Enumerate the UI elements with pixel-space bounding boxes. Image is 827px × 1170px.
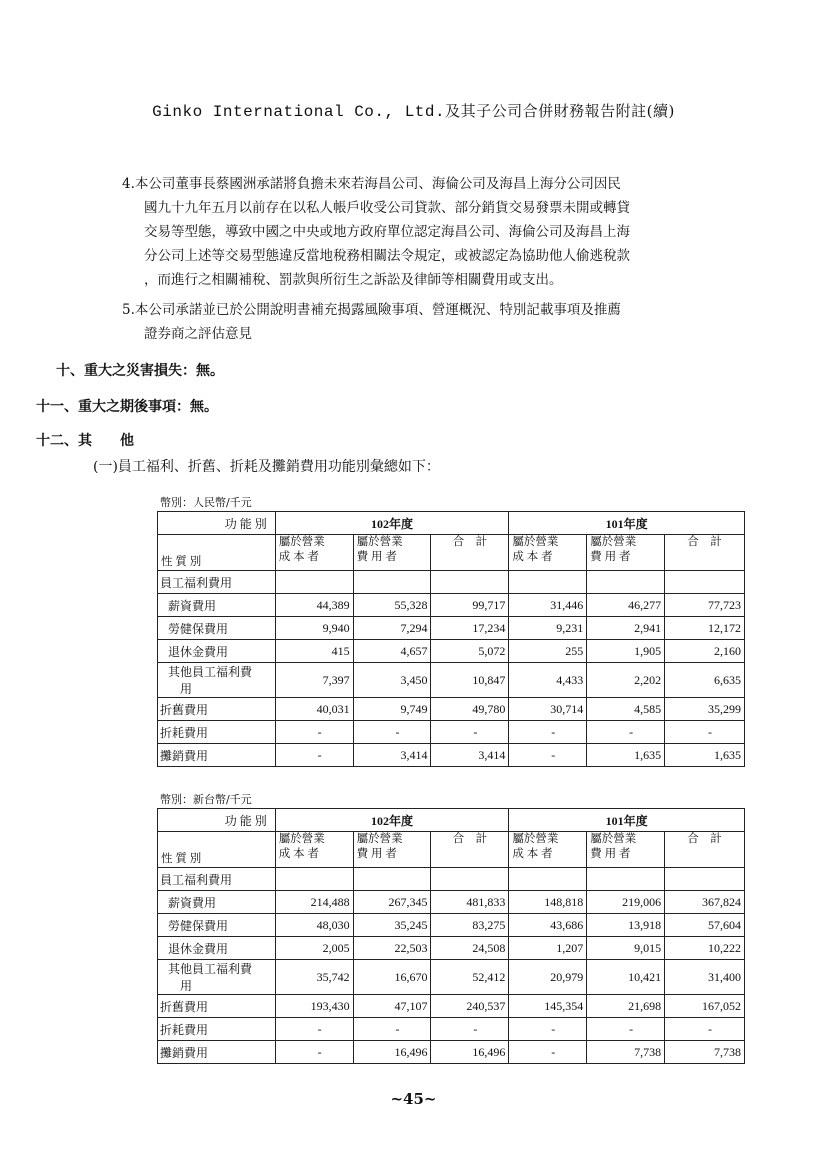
row-label-text: 其他員工福利費 <box>168 665 253 679</box>
row-label-text: 其他員工福利費 <box>168 962 253 976</box>
header-cost <box>275 535 353 571</box>
table-cell: 16,496 <box>431 1041 509 1064</box>
row-label-text: 勞健保費用 <box>168 918 229 933</box>
currency-label-twd: 幣別：新台幣/千元 <box>160 793 252 806</box>
header-cost-line1: 屬於營業 <box>278 833 325 845</box>
section-11: 十一、重大之期後事項：無。 <box>36 399 218 415</box>
table-cell: 9,940 <box>275 617 353 640</box>
table-cell: - <box>665 1018 745 1041</box>
row-label-text: 勞健保費用 <box>168 621 229 636</box>
item-5 <box>122 298 752 346</box>
table-cell: 31,400 <box>665 960 745 995</box>
table-cell: - <box>353 721 431 744</box>
table-cell: 4,433 <box>509 663 587 698</box>
table-cell: 219,006 <box>587 891 665 914</box>
header-expense-line1: 屬於營業 <box>356 536 403 548</box>
table-cell: - <box>509 721 587 744</box>
header-year-102: 102年度 <box>275 512 509 535</box>
item4-line: 分公司上述等交易型態違反當地稅務相關法令規定，或被認定為協助他人偷逃稅款 <box>144 248 630 264</box>
row-label-text: 員工福利費用 <box>160 872 233 887</box>
row-label-text: 折耗費用 <box>160 1022 209 1037</box>
table-cell <box>587 868 665 891</box>
header-expense-line2: 費 用 者 <box>356 848 397 860</box>
table-cell: 5,072 <box>431 640 509 663</box>
header-cost-line1: 屬於營業 <box>512 833 559 845</box>
header-cost <box>275 832 353 868</box>
table-row <box>158 960 745 995</box>
table-cell: - <box>353 1018 431 1041</box>
table-cell: 3,414 <box>431 744 509 767</box>
table-cell <box>587 571 665 594</box>
expense-table-rmb <box>157 511 745 767</box>
header-total: 合 計 <box>665 832 745 868</box>
table-cell: 415 <box>275 640 353 663</box>
row-label-text: 攤銷費用 <box>160 1045 209 1060</box>
header-total: 合 計 <box>665 535 745 571</box>
row-label-text: 折舊費用 <box>160 999 209 1014</box>
table-body-twd <box>158 868 745 1064</box>
company-name-en: Ginko International Co., Ltd. <box>152 103 446 121</box>
table-cell: 7,738 <box>665 1041 745 1064</box>
row-label <box>158 617 276 640</box>
table-cell: 46,277 <box>587 594 665 617</box>
table-cell: 77,723 <box>665 594 745 617</box>
table-cell <box>275 868 353 891</box>
expense-table-twd <box>157 808 745 1064</box>
table-row <box>158 744 745 767</box>
table-cell: 16,496 <box>353 1041 431 1064</box>
table-cell: 48,030 <box>275 914 353 937</box>
table-cell: 145,354 <box>509 995 587 1018</box>
table-cell <box>353 868 431 891</box>
table-cell: 49,780 <box>431 698 509 721</box>
header-year-101: 101年度 <box>509 809 745 832</box>
header-cost <box>509 535 587 571</box>
row-label <box>158 640 276 663</box>
table-cell: 55,328 <box>353 594 431 617</box>
header-year-102: 102年度 <box>275 809 509 832</box>
section-12-1: (一)員工福利、折舊、折耗及攤銷費用功能別彙總如下： <box>93 459 440 475</box>
header-cost-line2: 成 本 者 <box>512 551 553 563</box>
item5-line: 5.本公司承諾並已於公開說明書補充揭露風險事項、營運概況、特別記載事項及推薦 <box>122 302 621 318</box>
row-label <box>158 914 276 937</box>
row-label-text: 退休金費用 <box>168 941 229 956</box>
table-cell: 99,717 <box>431 594 509 617</box>
table-cell: 13,918 <box>587 914 665 937</box>
row-label-text: 攤銷費用 <box>160 748 209 763</box>
table-cell: 52,412 <box>431 960 509 995</box>
table-cell: 44,389 <box>275 594 353 617</box>
row-label <box>158 937 276 960</box>
header-nature <box>158 832 276 868</box>
section-12: 十二、其 他 <box>36 433 134 449</box>
currency-label-rmb: 幣別：人民幣/千元 <box>160 496 252 509</box>
table-cell: 193,430 <box>275 995 353 1018</box>
table-cell: - <box>587 1018 665 1041</box>
row-label <box>158 721 276 744</box>
item4-line: 4.本公司董事長蔡國洲承諾將負擔未來若海昌公司、海倫公司及海昌上海分公司因民 <box>122 176 621 192</box>
table-cell: 2,160 <box>665 640 745 663</box>
table-cell: 7,397 <box>275 663 353 698</box>
table-cell: 21,698 <box>587 995 665 1018</box>
table-cell: 83,275 <box>431 914 509 937</box>
header-cost <box>509 832 587 868</box>
table-cell: 17,234 <box>431 617 509 640</box>
table-cell: - <box>587 721 665 744</box>
table-row <box>158 663 745 698</box>
table-cell: 148,818 <box>509 891 587 914</box>
header-total: 合 計 <box>431 535 509 571</box>
header-expense-line1: 屬於營業 <box>356 833 403 845</box>
header-cost-line2: 成 本 者 <box>278 848 319 860</box>
table-row <box>158 1018 745 1041</box>
table-row <box>158 698 745 721</box>
row-label-text: 薪資費用 <box>168 598 217 613</box>
header-expense <box>587 535 665 571</box>
table-cell: 35,245 <box>353 914 431 937</box>
table-cell: 40,031 <box>275 698 353 721</box>
table-cell: 1,905 <box>587 640 665 663</box>
table-cell <box>509 571 587 594</box>
header-expense <box>587 832 665 868</box>
item5-line: 證券商之評估意見 <box>144 326 252 342</box>
table-cell: 24,508 <box>431 937 509 960</box>
item4-line: 交易等型態，導致中國之中央或地方政府單位認定海昌公司、海倫公司及海昌上海 <box>144 224 630 240</box>
table-cell: 6,635 <box>665 663 745 698</box>
item-4 <box>122 172 752 292</box>
header-total: 合 計 <box>431 832 509 868</box>
row-label-text-cont: 用 <box>180 682 193 696</box>
row-label <box>158 1018 276 1041</box>
table-row <box>158 937 745 960</box>
row-label-text-cont: 用 <box>180 979 193 993</box>
table-cell: 214,488 <box>275 891 353 914</box>
table-cell: 7,738 <box>587 1041 665 1064</box>
table-cell: - <box>431 721 509 744</box>
table-cell: - <box>509 1041 587 1064</box>
table-cell: 2,941 <box>587 617 665 640</box>
table-cell: - <box>275 721 353 744</box>
table-cell: 10,421 <box>587 960 665 995</box>
table-cell: 10,222 <box>665 937 745 960</box>
table-cell: 240,537 <box>431 995 509 1018</box>
table-cell <box>665 868 745 891</box>
table-cell: 31,446 <box>509 594 587 617</box>
table-cell <box>431 868 509 891</box>
table-cell: 22,503 <box>353 937 431 960</box>
item4-line: 國九十九年五月以前存在以私人帳戶收受公司貸款、部分銷貨交易發票未開或轉貸 <box>144 200 630 216</box>
table-row <box>158 721 745 744</box>
header-cost-line1: 屬於營業 <box>512 536 559 548</box>
row-label <box>158 1041 276 1064</box>
row-label <box>158 995 276 1018</box>
header-function: 功 能 別 <box>158 512 276 535</box>
page-number: ~45~ <box>390 1090 437 1108</box>
table-cell <box>431 571 509 594</box>
table-cell: 1,207 <box>509 937 587 960</box>
header-nature <box>158 535 276 571</box>
table-row <box>158 617 745 640</box>
header-nature-label: 性 質 別 <box>161 853 202 865</box>
row-label <box>158 571 276 594</box>
section-10: 十、重大之災害損失：無。 <box>56 363 224 379</box>
table-cell: 10,847 <box>431 663 509 698</box>
header-expense <box>353 535 431 571</box>
table-cell: - <box>275 744 353 767</box>
header-expense-line2: 費 用 者 <box>356 551 397 563</box>
table-cell: 12,172 <box>665 617 745 640</box>
table-cell: 1,635 <box>665 744 745 767</box>
table-cell: 4,585 <box>587 698 665 721</box>
header-nature-label: 性 質 別 <box>161 556 202 568</box>
table-cell: 43,686 <box>509 914 587 937</box>
header-expense-line1: 屬於營業 <box>590 833 637 845</box>
header-cost-line2: 成 本 者 <box>278 551 319 563</box>
row-label <box>158 663 276 698</box>
header-expense-line1: 屬於營業 <box>590 536 637 548</box>
row-label-text: 薪資費用 <box>168 895 217 910</box>
table-cell: - <box>665 721 745 744</box>
table-cell: 9,015 <box>587 937 665 960</box>
table-cell: 2,005 <box>275 937 353 960</box>
table-cell: 16,670 <box>353 960 431 995</box>
header-year-101: 101年度 <box>509 512 745 535</box>
row-label-text: 折耗費用 <box>160 725 209 740</box>
table-cell: 267,345 <box>353 891 431 914</box>
table-cell: 3,414 <box>353 744 431 767</box>
table-cell <box>509 868 587 891</box>
header-function: 功 能 別 <box>158 809 276 832</box>
report-title-zh: 及其子公司合併財務報告附註(續) <box>445 102 675 120</box>
header-expense-line2: 費 用 者 <box>590 551 631 563</box>
table-cell <box>665 571 745 594</box>
row-label <box>158 594 276 617</box>
table-cell: - <box>431 1018 509 1041</box>
table-cell: - <box>509 1018 587 1041</box>
table-cell: 9,231 <box>509 617 587 640</box>
table-cell: 3,450 <box>353 663 431 698</box>
table-cell: 47,107 <box>353 995 431 1018</box>
table-cell: 481,833 <box>431 891 509 914</box>
table-row <box>158 640 745 663</box>
table-row <box>158 571 745 594</box>
row-label <box>158 960 276 995</box>
item4-line: ，而進行之相關補稅、罰款與所衍生之訴訟及律師等相關費用或支出。 <box>144 272 563 288</box>
table-cell: - <box>275 1041 353 1064</box>
table-cell: 7,294 <box>353 617 431 640</box>
table-cell: 4,657 <box>353 640 431 663</box>
table-cell: 9,749 <box>353 698 431 721</box>
header-cost-line2: 成 本 者 <box>512 848 553 860</box>
table-cell: 367,824 <box>665 891 745 914</box>
table-row <box>158 891 745 914</box>
row-label <box>158 744 276 767</box>
table-cell: - <box>275 1018 353 1041</box>
table-cell <box>275 571 353 594</box>
row-label <box>158 868 276 891</box>
table-cell: 57,604 <box>665 914 745 937</box>
header-cost-line1: 屬於營業 <box>278 536 325 548</box>
table-cell: 35,742 <box>275 960 353 995</box>
table-row <box>158 868 745 891</box>
row-label-text: 員工福利費用 <box>160 575 233 590</box>
header-expense-line2: 費 用 者 <box>590 848 631 860</box>
header-expense <box>353 832 431 868</box>
table-cell: - <box>509 744 587 767</box>
table-cell: 167,052 <box>665 995 745 1018</box>
table-row <box>158 594 745 617</box>
table-cell: 255 <box>509 640 587 663</box>
row-label <box>158 891 276 914</box>
row-label <box>158 698 276 721</box>
table-body-rmb <box>158 571 745 767</box>
table-cell: 30,714 <box>509 698 587 721</box>
table-cell: 20,979 <box>509 960 587 995</box>
page-header <box>0 100 827 121</box>
table-cell: 35,299 <box>665 698 745 721</box>
table-row <box>158 914 745 937</box>
table-row <box>158 1041 745 1064</box>
table-cell: 1,635 <box>587 744 665 767</box>
table-row <box>158 995 745 1018</box>
table-cell <box>353 571 431 594</box>
row-label-text: 退休金費用 <box>168 644 229 659</box>
row-label-text: 折舊費用 <box>160 702 209 717</box>
table-cell: 2,202 <box>587 663 665 698</box>
